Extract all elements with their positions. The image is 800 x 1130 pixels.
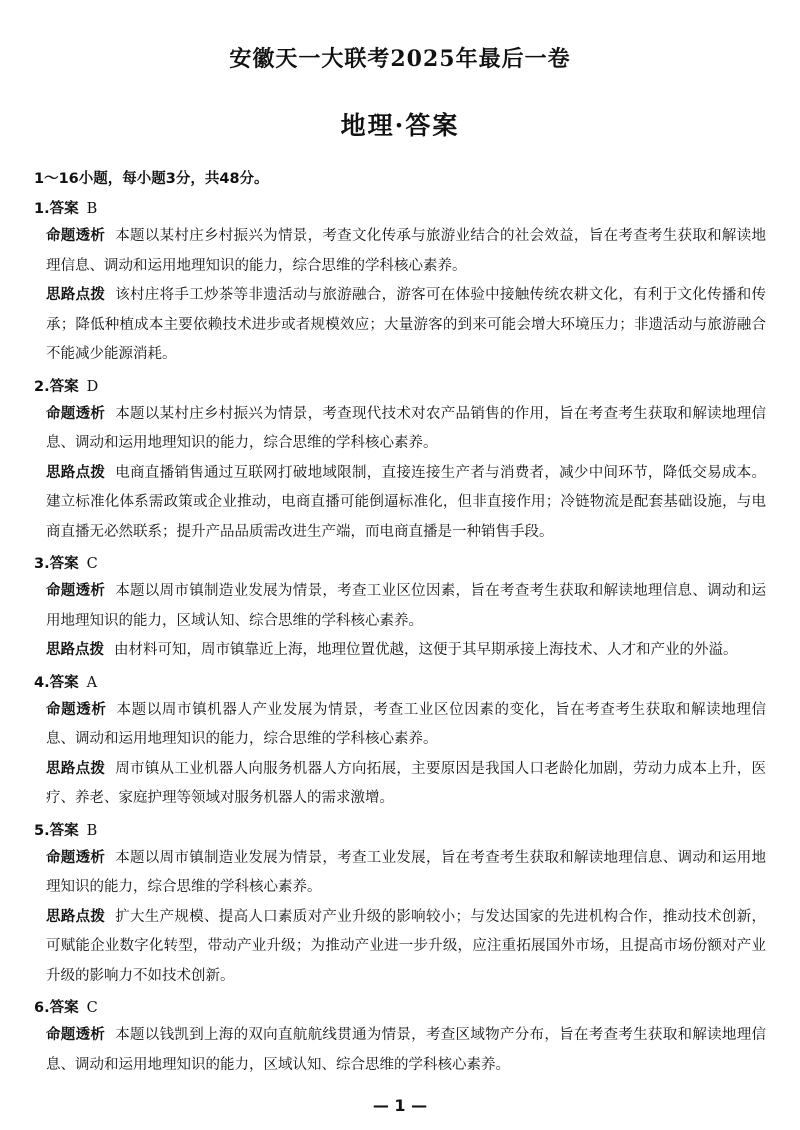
analysis-label: 命题透析 [46,701,107,718]
question-number: 6. [34,1000,50,1016]
analysis-text: 本题以某村庄乡村振兴为情景，考查现代技术对农产品销售的作用，旨在考查考生获取和解读地理信息、调动和运用地理知识的能力，综合思维的学科核心素养。 [46,405,767,451]
analysis-paragraph [34,577,766,636]
question-block [34,995,766,1080]
question-answer-line [34,818,766,844]
question-answer-line [34,995,766,1021]
answer-letter: A [86,674,98,691]
document-subtitle: 地理·答案 [340,111,460,140]
answer-label: 答案 [49,378,79,395]
answer-label: 答案 [49,201,79,217]
question-number: 1. [34,201,50,217]
analysis-paragraph [34,696,766,755]
question-number: 4. [34,674,50,691]
analysis-text: 本题以钱凯到上海的双向直航航线贯通为情景，考查区域物产分布，旨在考查考生获取和解读地理信息、调动和运用地理知识的能力，区域认知、综合思维的学科核心素养。 [46,1027,767,1073]
analysis-paragraph [34,1021,766,1080]
question-block [34,196,766,370]
hint-paragraph [34,459,766,548]
hint-text: 电商直播销售通过互联网打破地域限制，直接连接生产者与消费者，减少中间环节，降低交易成本。建立标准化体系需政策或企业推动，电商直播可能倒逼标准化，但非直接作用；冷链物流是配套基础设施，与电商直播无必然联系；提升产品品质需改进生产端，而电商直播是一种销售手段。 [46,464,767,540]
question-answer-line [34,196,766,222]
hint-text: 周市镇从工业机器人向服务机器人方向拓展，主要原因是我国人口老龄化加剧，劳动力成本上升，医疗、养老、家庭护理等领域对服务机器人的需求激增。 [46,760,767,806]
hint-text: 该村庄将手工炒茶等非遗活动与旅游融合，游客可在体验中接触传统农耕文化，有利于文化传播和传承；降低种植成本主要依赖技术进步或者规模效应；大量游客的到来可能会增大环境压力；非遗活动与旅游融合不能减少能源消耗。 [46,287,767,362]
analysis-paragraph [34,844,766,903]
hint-label: 思路点拨 [46,464,106,481]
analysis-label: 命题透析 [46,228,106,244]
page-number: — 1 — [372,1096,428,1115]
answer-label: 答案 [49,822,79,839]
question-number: 2. [34,378,50,395]
answer-label: 答案 [49,674,79,691]
question-list [34,196,766,1080]
answer-letter: B [86,822,98,839]
question-block [34,551,766,666]
hint-label: 思路点拨 [46,760,106,777]
analysis-label: 命题透析 [46,1027,106,1043]
hint-label: 思路点拨 [46,642,104,658]
answer-label: 答案 [49,556,79,572]
answer-letter: B [86,201,98,217]
question-answer-line [34,551,766,577]
hint-paragraph [34,636,766,666]
question-number: 5. [34,822,50,839]
answer-label: 答案 [49,1000,79,1016]
section-intro: 1～16小题，每小题3分，共48分。 [34,171,269,187]
question-block [34,374,766,548]
question-answer-line [34,374,766,400]
hint-text: 扩大生产规模、提高人口素质对产业升级的影响较小；与发达国家的先进机构合作，推动技术创新，可赋能企业数字化转型，带动产业升级；为推动产业进一步升级，应注重拓展国外市场，且提高市场份额对产业升级的影响力不如技术创新。 [46,908,767,984]
analysis-paragraph [34,400,766,459]
hint-text: 由材料可知，周市镇靠近上海，地理位置优越，这便于其早期承接上海技术、人才和产业的外溢。 [114,642,738,658]
analysis-text: 本题以周市镇制造业发展为情景，考查工业发展，旨在考查考生获取和解读地理信息、调动和运用地理知识的能力，综合思维的学科核心素养。 [46,849,767,895]
analysis-label: 命题透析 [46,583,106,599]
answer-letter: C [86,1000,98,1016]
analysis-label: 命题透析 [46,405,106,422]
analysis-text: 本题以周市镇制造业发展为情景，考查工业区位因素，旨在考查考生获取和解读地理信息、调动和运用地理知识的能力，区域认知、综合思维的学科核心素养。 [46,583,767,629]
answer-letter: C [86,556,98,572]
answer-letter: D [86,378,99,395]
hint-paragraph [34,281,766,370]
analysis-paragraph [34,222,766,281]
analysis-text: 本题以某村庄乡村振兴为情景，考查文化传承与旅游业结合的社会效益，旨在考查考生获取和解读地理信息、调动和运用地理知识的能力，综合思维的学科核心素养。 [46,228,767,274]
document-title: 安徽天一大联考2025年最后一卷 [229,46,571,72]
hint-label: 思路点拨 [46,287,106,303]
analysis-label: 命题透析 [46,849,106,866]
hint-label: 思路点拨 [46,908,106,925]
question-number: 3. [34,556,50,572]
question-block [34,818,766,992]
question-block [34,670,766,814]
hint-paragraph [34,903,766,992]
question-answer-line [34,670,766,696]
analysis-text: 本题以周市镇机器人产业发展为情景，考查工业区位因素的变化，旨在考查考生获取和解读地理信息、调动和运用地理知识的能力，综合思维的学科核心素养。 [46,701,767,747]
hint-paragraph [34,755,766,814]
